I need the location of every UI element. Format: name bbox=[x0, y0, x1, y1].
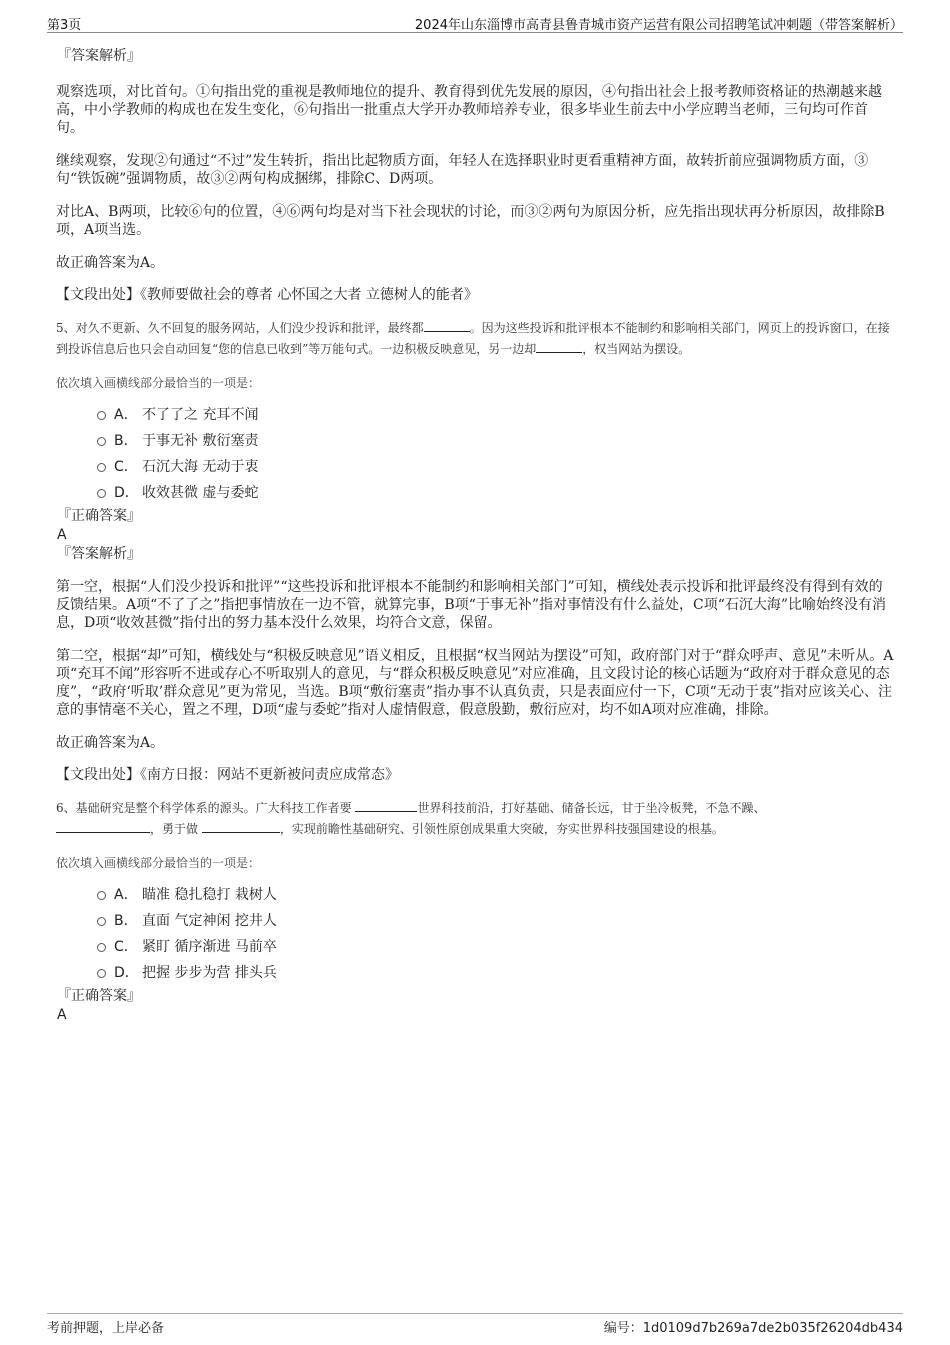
q6-stem-part2: 世界科技前沿，打好基础、储备长远，甘于坐冷板凳，不急不躁、 bbox=[417, 801, 766, 815]
q5-blank-2 bbox=[536, 340, 582, 353]
q5-option-b[interactable]: B． 于事无补 敷衍塞责 bbox=[56, 428, 894, 454]
q4-analysis-p3: 对比A、B两项，比较⑥句的位置，④⑥两句均是对当下社会现状的讨论，而③②两句为原因分析，应先指出现状再分析原因，故排除B项，A项当选。 bbox=[56, 204, 885, 238]
footer-slogan: 考前押题，上岸必备 bbox=[47, 1321, 165, 1336]
q4-analysis-label: 『答案解析』 bbox=[57, 48, 141, 64]
q5-option-c[interactable]: C． 石沉大海 无动于衷 bbox=[56, 454, 894, 480]
q6-blank-1 bbox=[355, 799, 417, 812]
q5-prompt: 依次填入画横线部分最恰当的一项是： bbox=[56, 376, 261, 390]
radio-icon[interactable] bbox=[97, 969, 106, 978]
q6-stem-part1: 6、基础研究是整个科学体系的源头。广大科技工作者要 bbox=[56, 801, 352, 815]
q5-stem-part2: 。因为这些投诉和批评根本不能制约和影响相关部门，网页上的投诉窗口，在接到投诉信息后也只会自动回复“您的信息已收到”等万能句式。一边积极反映意见，另一边却 bbox=[56, 321, 890, 356]
radio-icon[interactable] bbox=[97, 463, 106, 472]
q6-option-b[interactable]: B． 直面 气定神闲 挖井人 bbox=[56, 908, 894, 934]
q4-conclusion: 故正确答案为A。 bbox=[56, 255, 165, 271]
radio-icon[interactable] bbox=[97, 891, 106, 900]
q6-stem bbox=[56, 798, 894, 840]
q5-stem-part3: ，权当网站为摆设。 bbox=[582, 342, 691, 356]
q5-stem bbox=[56, 318, 894, 360]
q5-source: 【文段出处】《南方日报：网站不更新被问责应成常态》 bbox=[56, 767, 399, 783]
footer-serial: 编号：1d0109d7b269a7de2b035f26204db434 bbox=[603, 1321, 903, 1336]
radio-icon[interactable] bbox=[97, 917, 106, 926]
page-number: 第3页 bbox=[47, 18, 82, 33]
q4-analysis-p1: 观察选项，对比首句。①句指出党的重视是教师地位的提升、教育得到优先发展的原因，④句指出社会上报考教师资格证的热潮越来越高，中小学教师的构成也在发生变化，⑥句指出一批重点大学开办教师培养专业，很多毕业生前去中小学应聘当老师，三句均可作首句。 bbox=[56, 84, 882, 136]
q5-option-d[interactable]: D． 收效甚微 虚与委蛇 bbox=[56, 480, 894, 506]
q5-analysis-p2: 第二空，根据“却”可知，横线处与“积极反映意见”语义相反，且根据“权当网站为摆设”可知，政府部门对于“群众呼声、意见”未听从。A项“充耳不闻”形容听不进或存心不听取别人的意见，与“群众积极反映意见”对应准确，且文段讨论的核心话题为“政府对于群众意见的态度”，“政府‘听取’群众意见”更为常见，当选。B项“敷衍塞责”指办事不认真负责，只是表面应付一下，C项“无动于衷”指对应该关心、注意的事情毫不关心，置之不理，D项“虚与委蛇”指对人虚情假意，假意殷勤，敷衍应对，均不如A项对应准确，排除。 bbox=[56, 648, 894, 718]
radio-icon[interactable] bbox=[97, 943, 106, 952]
q6-option-c[interactable]: C． 紧盯 循序渐进 马前卒 bbox=[56, 934, 894, 960]
radio-icon[interactable] bbox=[97, 437, 106, 446]
q5-answer: A bbox=[57, 527, 67, 543]
q6-options bbox=[56, 882, 894, 986]
q5-stem-part1: 5、对久不更新、久不回复的服务网站，人们没少投诉和批评，最终都 bbox=[56, 321, 424, 335]
q6-answer-label: 『正确答案』 bbox=[57, 988, 141, 1004]
q6-stem-part4: ，实现前瞻性基础研究、引领性原创成果重大突破，夯实世界科技强国建设的根基。 bbox=[279, 822, 724, 836]
q6-option-d[interactable]: D． 把握 步步为营 排头兵 bbox=[56, 960, 894, 986]
q4-source: 【文段出处】《教师要做社会的尊者 心怀国之大者 立德树人的能者》 bbox=[56, 287, 478, 303]
page-header bbox=[47, 14, 903, 33]
document-title: 2024年山东淄博市高青县鲁青城市资产运营有限公司招聘笔试冲刺题（带答案解析） bbox=[414, 18, 903, 33]
q5-option-a[interactable]: A． 不了了之 充耳不闻 bbox=[56, 402, 894, 428]
q5-answer-label: 『正确答案』 bbox=[57, 508, 141, 524]
q6-blank-3 bbox=[202, 820, 280, 833]
q6-prompt: 依次填入画横线部分最恰当的一项是： bbox=[56, 856, 261, 870]
q6-stem-part3: ，勇于做 bbox=[150, 822, 199, 836]
radio-icon[interactable] bbox=[97, 411, 106, 420]
q6-option-a[interactable]: A． 瞄准 稳扎稳打 栽树人 bbox=[56, 882, 894, 908]
q5-analysis-p1: 第一空，根据“人们没少投诉和批评”“这些投诉和批评根本不能制约和影响相关部门”可知，横线处表示投诉和批评最终没有得到有效的反馈结果。A项“不了了之”指把事情放在一边不管，就算完事，B项“于事无补”指对事情没有什么益处，C项“石沉大海”比喻始终没有消息，D项“收效甚微”指付出的努力基本没什么效果，均符合文意，保留。 bbox=[56, 579, 887, 631]
q5-analysis-label: 『答案解析』 bbox=[57, 546, 141, 562]
q6-answer: A bbox=[57, 1007, 67, 1023]
radio-icon[interactable] bbox=[97, 489, 106, 498]
q5-blank-1 bbox=[424, 319, 470, 332]
page-footer bbox=[47, 1313, 903, 1336]
q4-analysis-p2: 继续观察，发现②句通过“不过”发生转折，指出比起物质方面，年轻人在选择职业时更看重精神方面，故转折前应强调物质方面，③句“铁饭碗”强调物质，故③②两句构成捆绑，排除C、D两项。 bbox=[56, 153, 869, 187]
q6-blank-2 bbox=[56, 820, 150, 833]
page-content bbox=[56, 46, 894, 1024]
q5-options bbox=[56, 402, 894, 506]
q5-conclusion: 故正确答案为A。 bbox=[56, 735, 165, 751]
